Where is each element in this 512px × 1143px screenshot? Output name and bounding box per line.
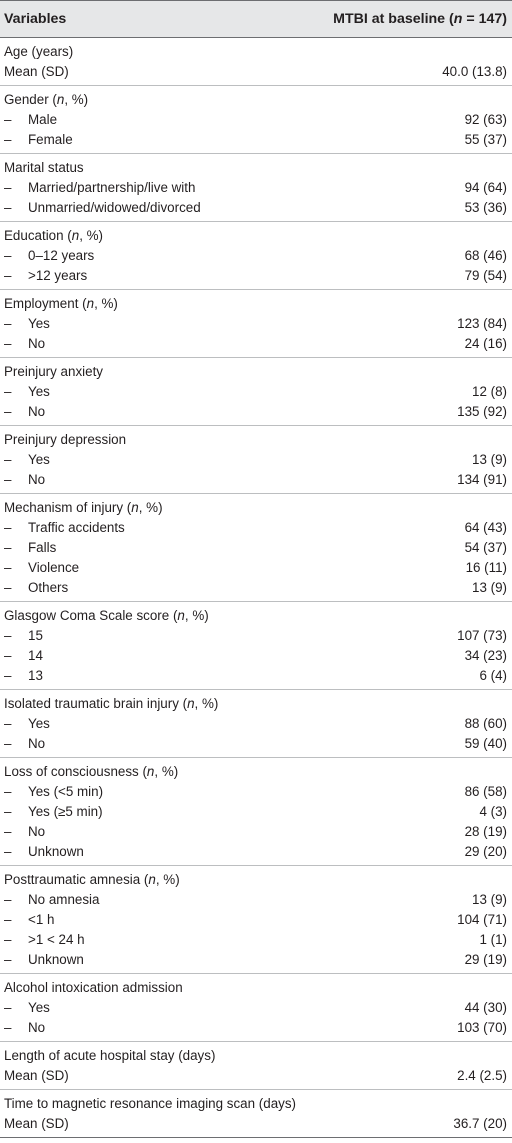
table-group [0, 1042, 512, 1090]
table-row [0, 178, 512, 198]
group-title [0, 694, 512, 714]
table-row [0, 450, 512, 470]
row-label-text: Yes [28, 316, 50, 331]
dash-marker: – [4, 452, 12, 467]
dash-marker: – [4, 472, 12, 487]
dash-marker: – [4, 1000, 12, 1015]
row-value: 53 (36) [464, 200, 507, 215]
row-value: 107 (73) [457, 628, 507, 643]
group-title-label: Marital status [4, 160, 84, 175]
row-label [4, 822, 45, 842]
group-title [0, 498, 512, 518]
group-title [0, 430, 512, 450]
row-label-text: Unmarried/widowed/divorced [28, 200, 201, 215]
row-value: 55 (37) [464, 132, 507, 147]
table-row [0, 110, 512, 130]
row-label [4, 802, 103, 822]
row-label-text: Violence [28, 560, 80, 575]
row-label-text: Unknown [28, 844, 84, 859]
table-row [0, 62, 512, 82]
dash-marker: – [4, 824, 12, 839]
row-label-text: 0–12 years [28, 248, 95, 263]
row-label [4, 130, 73, 150]
table-group [0, 758, 512, 866]
table-row [0, 930, 512, 950]
group-title [0, 90, 512, 110]
row-value: 135 (92) [457, 404, 507, 419]
row-label [4, 930, 85, 950]
dash-marker: – [4, 628, 12, 643]
row-label-text: No [28, 472, 46, 487]
group-title-label: Age (years) [4, 44, 74, 59]
table-header [0, 0, 512, 38]
row-label-text: Female [28, 132, 73, 147]
dash-marker: – [4, 132, 12, 147]
row-value: 54 (37) [464, 540, 507, 555]
group-title-label: Employment (n, %) [4, 296, 118, 311]
row-label [4, 1018, 45, 1038]
group-title-label: Preinjury anxiety [4, 364, 103, 379]
group-title-label: Posttraumatic amnesia (n, %) [4, 872, 180, 887]
table-row [0, 538, 512, 558]
table-row [0, 802, 512, 822]
table-row [0, 626, 512, 646]
group-title [0, 42, 512, 62]
row-label-text: No amnesia [28, 892, 100, 907]
group-title-label: Isolated traumatic brain injury (n, %) [4, 696, 219, 711]
row-label [4, 646, 43, 666]
table-group [0, 358, 512, 426]
table-row [0, 518, 512, 538]
row-label-text: 13 [28, 668, 43, 683]
row-label-text: No [28, 824, 46, 839]
row-value: 86 (58) [464, 784, 507, 799]
row-value: 103 (70) [457, 1020, 507, 1035]
group-title-label: Preinjury depression [4, 432, 127, 447]
row-label [4, 246, 94, 266]
dash-marker: – [4, 844, 12, 859]
row-label-text: 14 [28, 648, 43, 663]
row-value: 28 (19) [464, 824, 507, 839]
table-row [0, 714, 512, 734]
table-row [0, 198, 512, 218]
row-label [4, 450, 50, 470]
row-label [4, 518, 125, 538]
group-title-label: Mechanism of injury (n, %) [4, 500, 163, 515]
row-label [4, 714, 50, 734]
dash-marker: – [4, 248, 12, 263]
table-row [0, 1018, 512, 1038]
group-title [0, 158, 512, 178]
table-row [0, 734, 512, 754]
table-group [0, 1090, 512, 1138]
row-label [4, 538, 56, 558]
row-label-text: >12 years [28, 268, 88, 283]
row-value: 44 (30) [464, 1000, 507, 1015]
row-label-text: No [28, 336, 46, 351]
row-value: 16 (11) [465, 560, 507, 575]
row-value: 2.4 (2.5) [457, 1068, 507, 1083]
row-label-text: Yes [28, 716, 50, 731]
table-group [0, 38, 512, 86]
dash-marker: – [4, 200, 12, 215]
dash-marker: – [4, 540, 12, 555]
row-label [4, 782, 103, 802]
table-row [0, 910, 512, 930]
row-value: 104 (71) [457, 912, 507, 927]
row-value: 24 (16) [464, 336, 507, 351]
group-title-label: Gender (n, %) [4, 92, 89, 107]
dash-marker: – [4, 520, 12, 535]
dash-marker: – [4, 112, 12, 127]
dash-marker: – [4, 336, 12, 351]
table-row [0, 890, 512, 910]
table-group [0, 290, 512, 358]
table-row [0, 1114, 512, 1134]
row-label-text: Mean (SD) [4, 1068, 69, 1083]
row-label-text: Yes (<5 min) [28, 784, 104, 799]
dash-marker: – [4, 912, 12, 927]
row-label [4, 578, 68, 598]
dash-marker: – [4, 736, 12, 751]
row-label-text: Traffic accidents [28, 520, 125, 535]
row-label-text: Falls [28, 540, 57, 555]
dash-marker: – [4, 952, 12, 967]
group-title [0, 1046, 512, 1066]
group-title-label: Alcohol intoxication admission [4, 980, 183, 995]
row-label-text: Married/partnership/live with [28, 180, 196, 195]
table-row [0, 266, 512, 286]
dash-marker: – [4, 580, 12, 595]
dash-marker: – [4, 404, 12, 419]
row-value: 59 (40) [464, 736, 507, 751]
row-value: 64 (43) [464, 520, 507, 535]
row-value: 36.7 (20) [453, 1116, 507, 1131]
dash-marker: – [4, 180, 12, 195]
row-label-text: Yes [28, 452, 50, 467]
table-row [0, 998, 512, 1018]
row-label-text: 15 [28, 628, 43, 643]
table-row [0, 334, 512, 354]
dash-marker: – [4, 804, 12, 819]
row-label [4, 666, 43, 686]
group-title [0, 294, 512, 314]
group-title [0, 1094, 512, 1114]
row-value: 13 (9) [472, 452, 507, 467]
dash-marker: – [4, 716, 12, 731]
row-label [4, 998, 50, 1018]
row-label [4, 1114, 69, 1134]
row-label [4, 110, 57, 130]
table-group [0, 602, 512, 690]
group-title [0, 762, 512, 782]
row-label-text: Unknown [28, 952, 84, 967]
table-row [0, 130, 512, 150]
row-label-text: No [28, 404, 46, 419]
table-row [0, 470, 512, 490]
table-row [0, 402, 512, 422]
row-label-text: <1 h [28, 912, 55, 927]
group-title-label: Time to magnetic resonance imaging scan (days) [4, 1096, 296, 1111]
table-group [0, 426, 512, 494]
row-label [4, 1066, 69, 1086]
row-value: 1 (1) [479, 932, 507, 947]
dash-marker: – [4, 892, 12, 907]
dash-marker: – [4, 668, 12, 683]
row-label-text: Male [28, 112, 58, 127]
row-label [4, 314, 50, 334]
row-label [4, 950, 84, 970]
table-group [0, 154, 512, 222]
row-label-text: Yes [28, 384, 50, 399]
row-label-text: Yes [28, 1000, 50, 1015]
row-label [4, 178, 195, 198]
table-row [0, 314, 512, 334]
row-value: 94 (64) [464, 180, 507, 195]
header-baseline: MTBI at baseline (n = 147) [333, 11, 507, 27]
row-value: 13 (9) [472, 892, 507, 907]
row-label [4, 558, 79, 578]
table-group [0, 86, 512, 154]
row-label-text: No [28, 1020, 46, 1035]
group-title-label: Education (n, %) [4, 228, 104, 243]
table-row [0, 646, 512, 666]
group-title [0, 226, 512, 246]
dash-marker: – [4, 384, 12, 399]
row-label-text: Mean (SD) [4, 1116, 69, 1131]
row-value: 40.0 (13.8) [442, 64, 507, 79]
table-group [0, 974, 512, 1042]
row-value: 34 (23) [464, 648, 507, 663]
row-label [4, 382, 50, 402]
group-title [0, 606, 512, 626]
table-row [0, 578, 512, 598]
dash-marker: – [4, 932, 12, 947]
row-label [4, 62, 69, 82]
group-title-label: Loss of consciousness (n, %) [4, 764, 179, 779]
table-body [0, 38, 512, 1138]
dash-marker: – [4, 268, 12, 283]
group-title-label: Glasgow Coma Scale score (n, %) [4, 608, 209, 623]
table-group [0, 494, 512, 602]
dash-marker: – [4, 316, 12, 331]
row-label [4, 626, 43, 646]
row-value: 4 (3) [479, 804, 507, 819]
group-title [0, 362, 512, 382]
row-value: 79 (54) [464, 268, 507, 283]
table-row [0, 842, 512, 862]
row-value: 12 (8) [472, 384, 507, 399]
header-variables: Variables [4, 11, 67, 27]
table-row [0, 1066, 512, 1086]
dash-marker: – [4, 784, 12, 799]
group-title [0, 978, 512, 998]
row-value: 92 (63) [464, 112, 507, 127]
table-row [0, 782, 512, 802]
row-value: 29 (20) [464, 844, 507, 859]
table-row [0, 666, 512, 686]
row-value: 13 (9) [472, 580, 507, 595]
row-value: 134 (91) [457, 472, 507, 487]
row-label [4, 890, 99, 910]
table-row [0, 822, 512, 842]
row-label [4, 198, 201, 218]
row-label [4, 470, 45, 490]
dash-marker: – [4, 560, 12, 575]
row-value: 68 (46) [464, 248, 507, 263]
row-value: 6 (4) [479, 668, 507, 683]
row-label-text: Yes (≥5 min) [28, 804, 103, 819]
row-value: 88 (60) [464, 716, 507, 731]
dash-marker: – [4, 1020, 12, 1035]
table-group [0, 222, 512, 290]
row-label [4, 334, 45, 354]
group-title-label: Length of acute hospital stay (days) [4, 1048, 216, 1063]
row-label [4, 842, 84, 862]
table-row [0, 382, 512, 402]
group-title [0, 870, 512, 890]
row-label-text: No [28, 736, 46, 751]
row-label-text: Others [28, 580, 69, 595]
table-group [0, 866, 512, 974]
dash-marker: – [4, 648, 12, 663]
row-label [4, 734, 45, 754]
row-label [4, 266, 87, 286]
row-value: 29 (19) [464, 952, 507, 967]
row-label [4, 910, 54, 930]
row-label-text: Mean (SD) [4, 64, 69, 79]
table-row [0, 558, 512, 578]
table-group [0, 690, 512, 758]
table-row [0, 246, 512, 266]
table-row [0, 950, 512, 970]
row-label [4, 402, 45, 422]
row-value: 123 (84) [457, 316, 507, 331]
row-label-text: >1 < 24 h [28, 932, 85, 947]
